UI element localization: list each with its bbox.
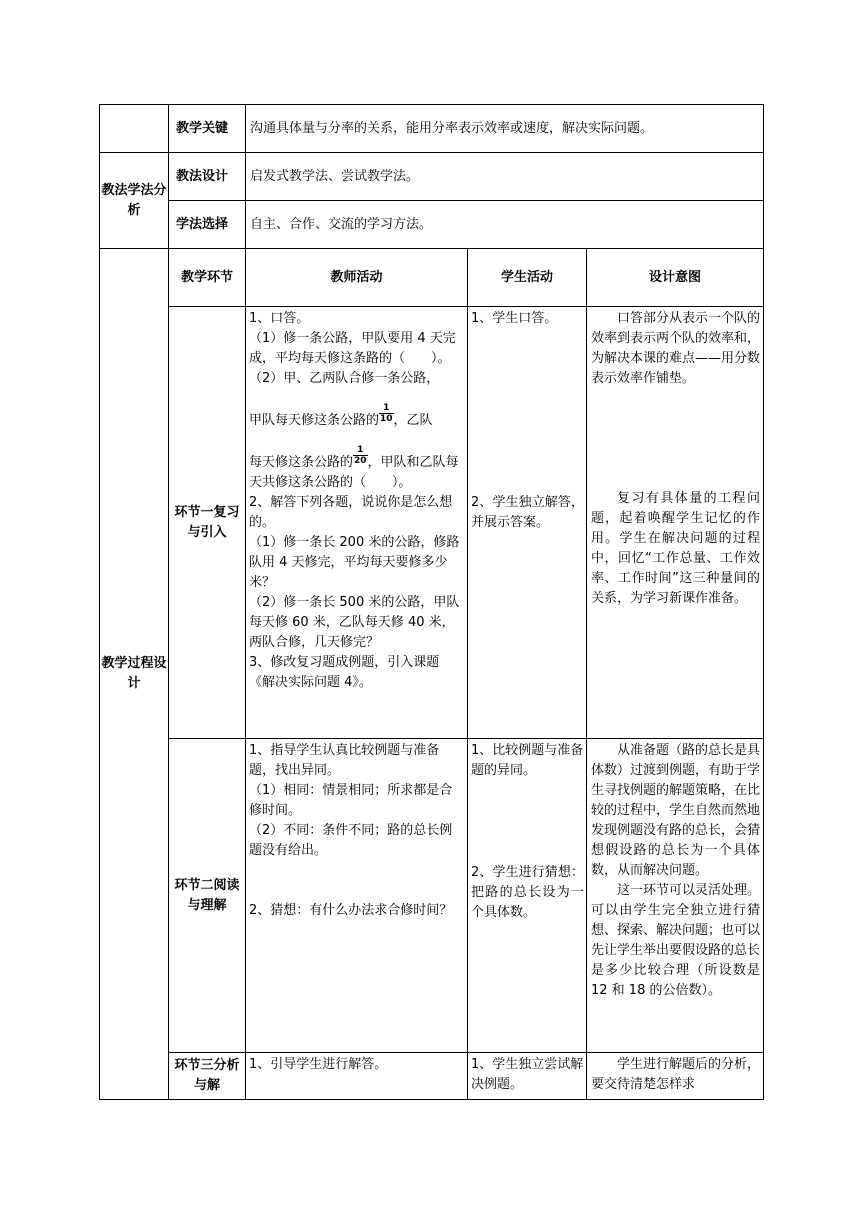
stage-2-teacher-activity: [246, 739, 468, 1053]
row-learning-method: [100, 201, 764, 249]
stage-1-teacher-line-8: （2）修一条长 500 米的公路，甲队每天修 60 米，乙队每天修 40 米，两队合修，几天修完？: [249, 595, 460, 650]
empty-group-cell: [100, 105, 169, 153]
row-process-header: [100, 249, 764, 307]
row-teaching-method: [100, 153, 764, 201]
teaching-method-label: 教法设计: [169, 153, 246, 201]
stage-3-intent-para-1: 学生进行解题后的分析，要交待清楚怎样求: [591, 1057, 761, 1092]
key-point-value: 沟通具体量与分率的关系，能用分率表示效率或速度，解决实际问题。: [246, 105, 764, 153]
row-stage-2: [100, 739, 764, 1053]
key-point-label: 教学关键: [169, 105, 246, 153]
stage-1-teacher-line-2: （1）修一条公路，甲队要用 4 天完成，平均每天修这条路的（ ）。: [249, 331, 456, 366]
stage-2-student-line-2: 2、学生进行猜想：把路的总长设为一个具体数。: [471, 865, 584, 920]
learning-method-value: 自主、合作、交流的学习方法。: [246, 201, 764, 249]
stage-2-name: 环节二阅读与理解: [169, 739, 246, 1053]
stage-3-student-line-1: 1、学生独立尝试解决例题。: [471, 1057, 584, 1092]
stage-1-student-line-2: 2、学生独立解答，并展示答案。: [471, 495, 584, 530]
stage-2-teacher-line-2: （1）相同：情景相同；所求都是合修时间。: [249, 783, 453, 818]
stage-3-teacher-line-1: 1、引导学生进行解答。: [249, 1057, 388, 1072]
header-teacher: 教师活动: [246, 249, 468, 307]
stage-1-teacher-line-6: 2、解答下列各题，说说你是怎么想的。: [249, 495, 453, 530]
process-design-label: 教学过程设计: [100, 249, 169, 1100]
fraction-numerator: 1: [353, 445, 368, 456]
stage-1-teacher-line-5a: 每天修这条公路的: [249, 455, 354, 470]
stage-1-teacher-line-5b: ，甲队和乙队每天共修这条公路的（ ）。: [249, 455, 459, 490]
stage-1-teacher-line-9: 3、修改复习题成例题，引入课题《解决实际问题 4》。: [249, 655, 440, 690]
fraction-one-twentieth: [353, 445, 368, 466]
stage-2-teacher-line-1: 1、指导学生认真比较例题与准备题，找出异同。: [249, 743, 440, 778]
method-analysis-label: 教法学法分析: [100, 153, 169, 249]
stage-1-teacher-line-1: 1、口答。: [249, 311, 310, 326]
stage-1-teacher-line-4b: ，乙队: [393, 413, 433, 428]
stage-2-teacher-line-4: 2、猜想：有什么办法求合修时间？: [249, 903, 453, 918]
header-student: 学生活动: [468, 249, 587, 307]
fraction-denominator: 10: [380, 414, 393, 424]
stage-1-student-activity: [468, 307, 587, 739]
teaching-method-value: 启发式教学法、尝试教学法。: [246, 153, 764, 201]
stage-2-intent-para-2: 这一环节可以灵活处理。可以由学生完全独立进行猜想、探索、解决问题；也可以先让学生举出要假设路的总长是多少比较合理（所设数是 12 和 18 的公倍数）。: [591, 883, 761, 998]
stage-3-design-intent: [587, 1053, 764, 1100]
header-intent: 设计意图: [587, 249, 764, 307]
row-key-point: [100, 105, 764, 153]
fraction-one-tenth: [379, 403, 394, 424]
stage-2-intent-para-1: 从准备题（路的总长是具体数）过渡到例题，有助于学生寻找例题的解题策略，在比较的过程中，学生自然而然地发现例题没有路的总长，会猜想假设路的总长为一个具体数，从而解决问题。: [591, 743, 761, 878]
stage-1-teacher-line-4: [249, 403, 465, 431]
stage-3-student-activity: [468, 1053, 587, 1100]
fraction-numerator: 1: [379, 403, 394, 414]
stage-3-teacher-activity: [246, 1053, 468, 1100]
stage-1-teacher-line-7: （1）修一条长 200 米的公路，修路队用 4 天修完，平均每天要修多少米？: [249, 535, 460, 590]
stage-2-student-line-1: 1、比较例题与准备题的异同。: [471, 743, 584, 778]
stage-1-name: 环节一复习与引入: [169, 307, 246, 739]
row-stage-3: [100, 1053, 764, 1100]
header-stage: 教学环节: [169, 249, 246, 307]
row-stage-1: [100, 307, 764, 739]
fraction-denominator: 20: [354, 456, 367, 466]
lesson-plan-table: [99, 104, 764, 1100]
stage-1-design-intent: [587, 307, 764, 739]
stage-1-teacher-line-5: [249, 445, 465, 493]
stage-1-intent-para-2: 复习有具体量的工程问题，起着唤醒学生记忆的作用。学生在解决问题的过程中，回忆“工作总量、工作效率、工作时间”这三种量间的关系，为学习新课作准备。: [591, 491, 761, 606]
stage-1-intent-para-1: 口答部分从表示一个队的效率到表示两个队的效率和，为解决本课的难点——用分数表示效率作铺垫。: [591, 311, 761, 386]
stage-2-design-intent: [587, 739, 764, 1053]
stage-1-student-line-1: 1、学生口答。: [471, 311, 558, 326]
stage-1-teacher-line-3: （2）甲、乙两队合修一条公路，: [249, 371, 440, 386]
stage-1-teacher-activity: [246, 307, 468, 739]
stage-2-student-activity: [468, 739, 587, 1053]
stage-3-name: 环节三分析与解: [169, 1053, 246, 1100]
stage-2-teacher-line-3: （2）不同：条件不同；路的总长例题没有给出。: [249, 823, 453, 858]
learning-method-label: 学法选择: [169, 201, 246, 249]
stage-1-teacher-line-4a: 甲队每天修这条公路的: [249, 413, 380, 428]
